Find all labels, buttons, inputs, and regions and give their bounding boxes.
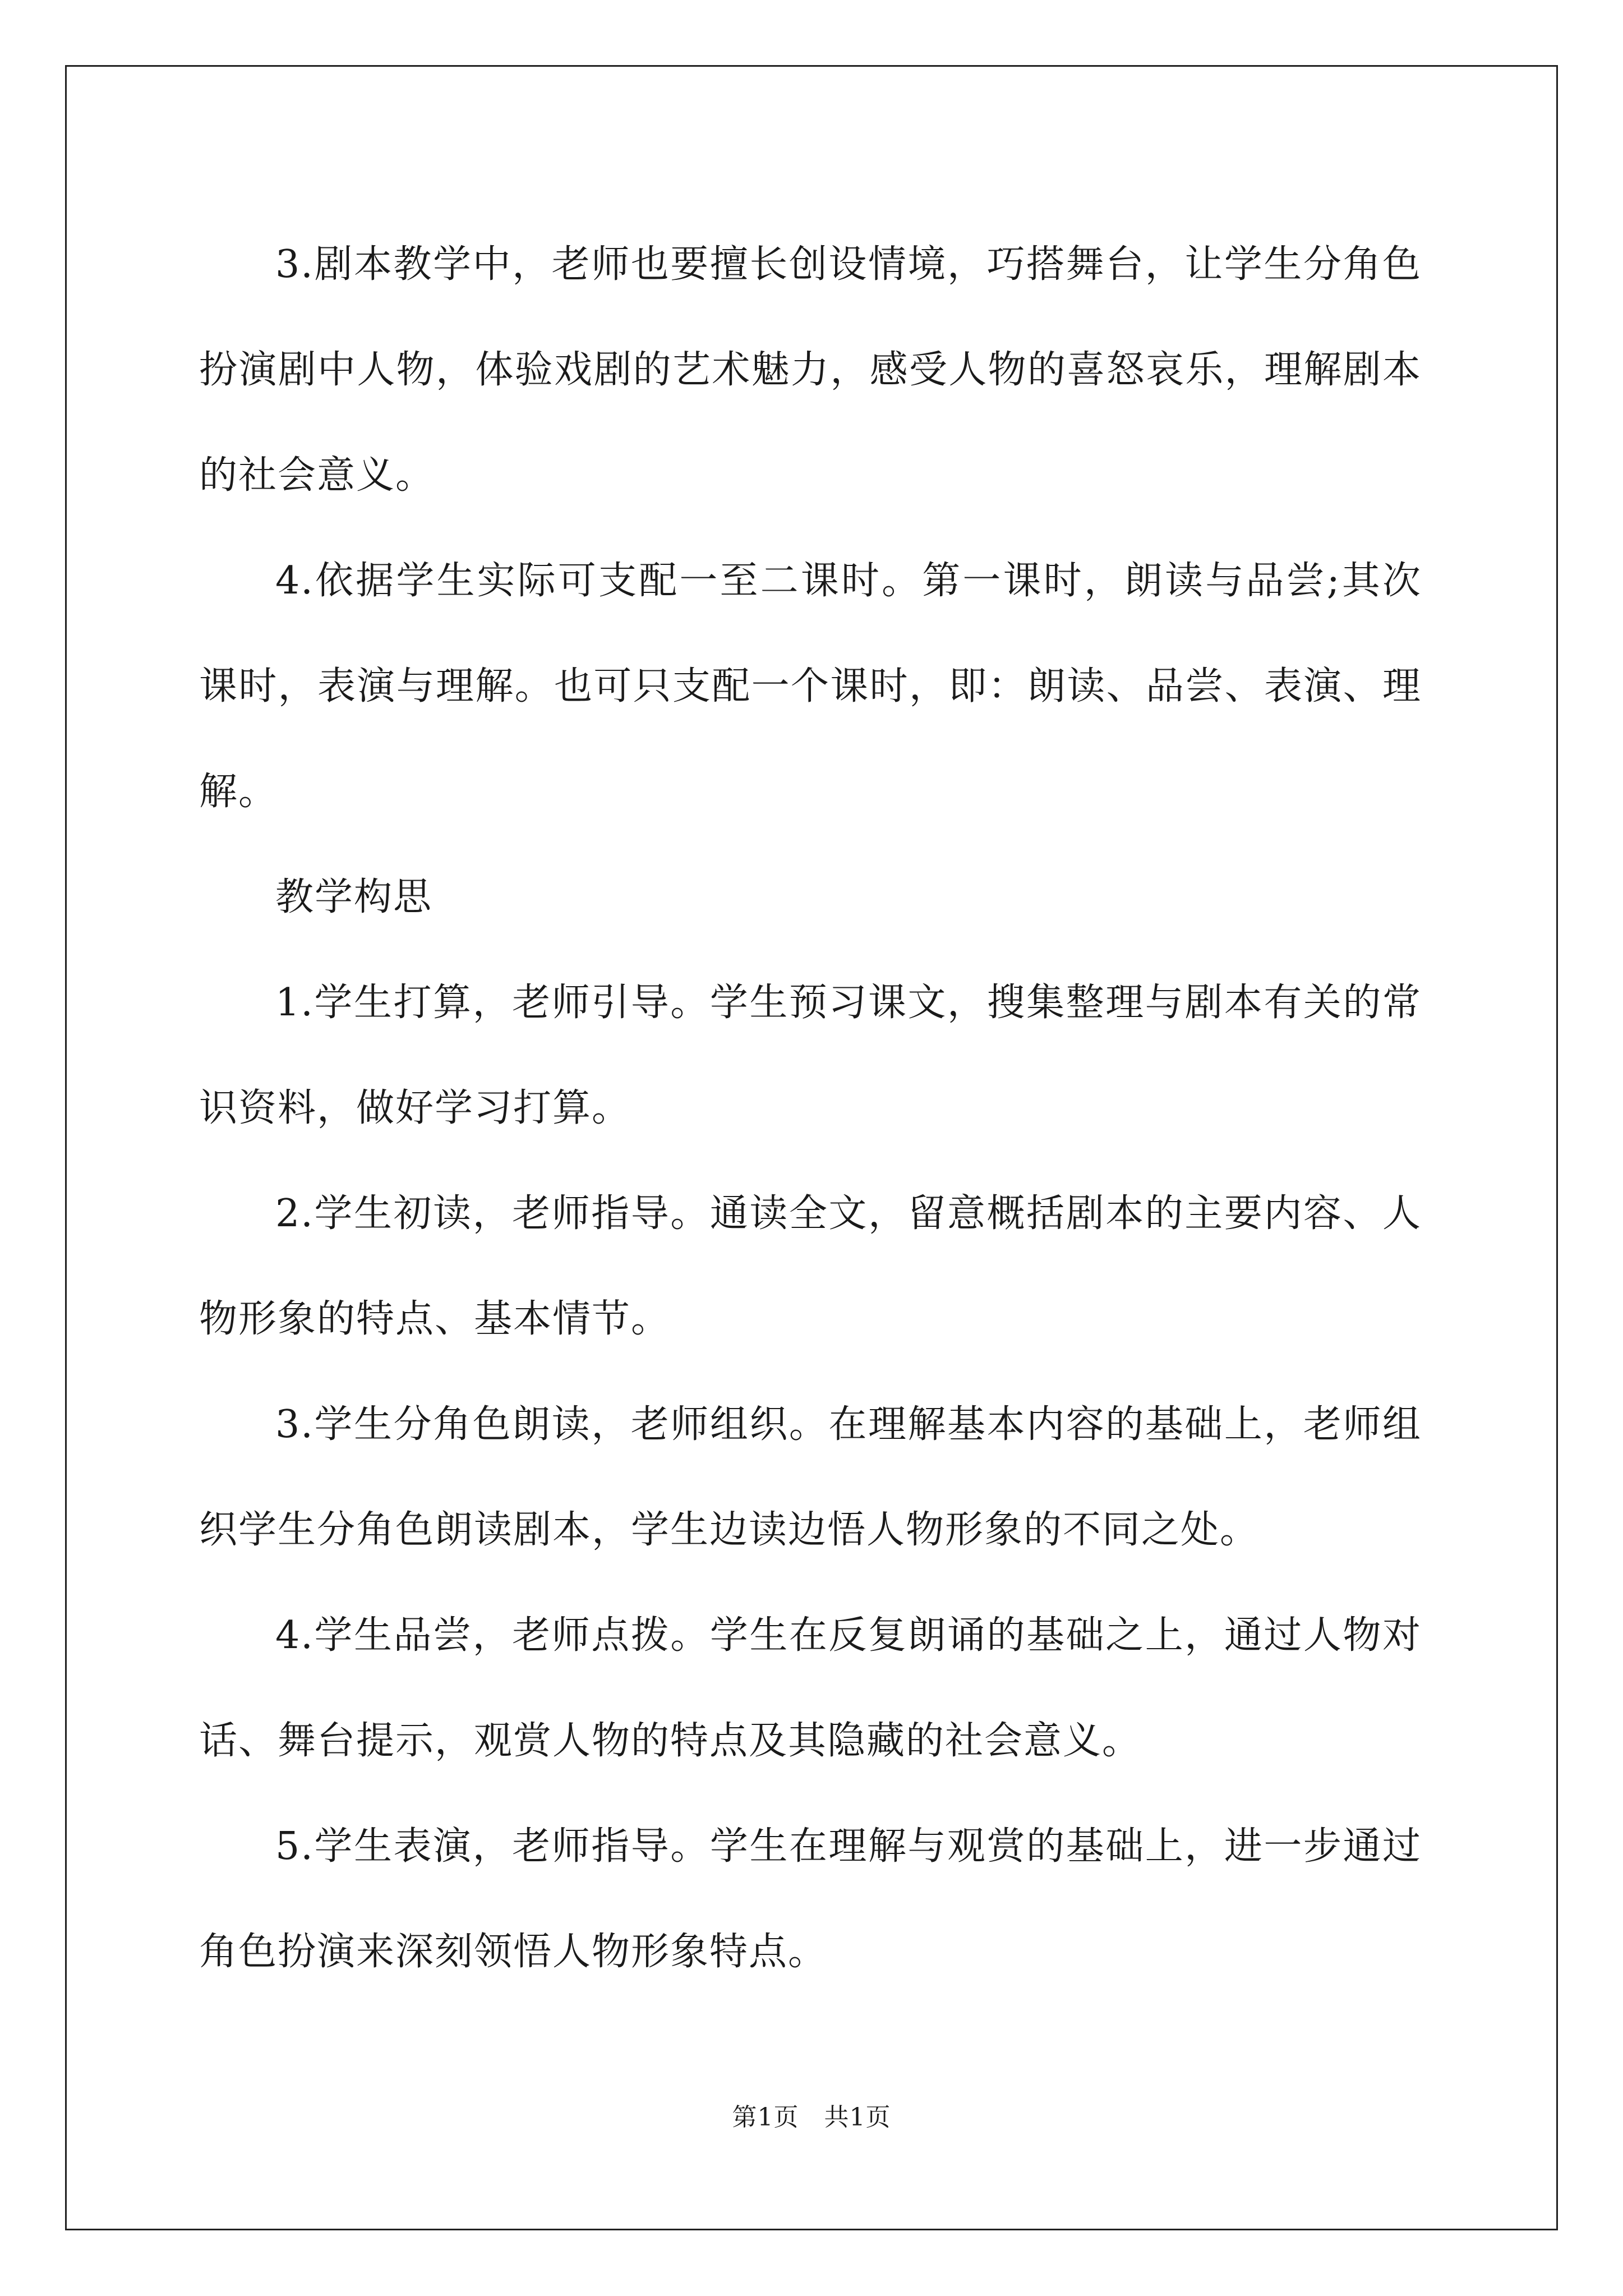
design-step-2: 2.学生初读，老师指导。通读全文，留意概括剧本的主要内容、人物形象的特点、基本情节。 <box>199 1191 1422 1341</box>
design-step-5: 5.学生表演，老师指导。学生在理解与观赏的基础上，进一步通过角色扮演来深刻领悟人物形象特点。 <box>199 1824 1422 1974</box>
document-body <box>199 212 1422 2005</box>
section-heading-teaching-design: 教学构思 <box>275 875 433 919</box>
design-step-3: 3.学生分角色朗读，老师组织。在理解基本内容的基础上，老师组织学生分角色朗读剧本，学生边读边悟人物形象的不同之处。 <box>199 1402 1422 1552</box>
design-step-1: 1.学生打算，老师引导。学生预习课文，搜集整理与剧本有关的常识资料，做好学习打算。 <box>199 981 1422 1130</box>
paragraph-4-class-hours: 4.依据学生实际可支配一至二课时。第一课时，朗读与品尝;其次课时，表演与理解。也可只支配一个课时，即：朗读、品尝、表演、理解。 <box>199 559 1422 814</box>
page-number-footer: 第1页 共1页 <box>732 2103 891 2132</box>
design-step-4: 4.学生品尝，老师点拨。学生在反复朗诵的基础之上，通过人物对话、舞台提示，观赏人物的特点及其隐藏的社会意义。 <box>199 1613 1422 1763</box>
paragraph-3-script-teaching: 3.剧本教学中，老师也要擅长创设情境，巧搭舞台，让学生分角色扮演剧中人物，体验戏剧的艺术魅力，感受人物的喜怒哀乐，理解剧本的社会意义。 <box>199 242 1422 498</box>
